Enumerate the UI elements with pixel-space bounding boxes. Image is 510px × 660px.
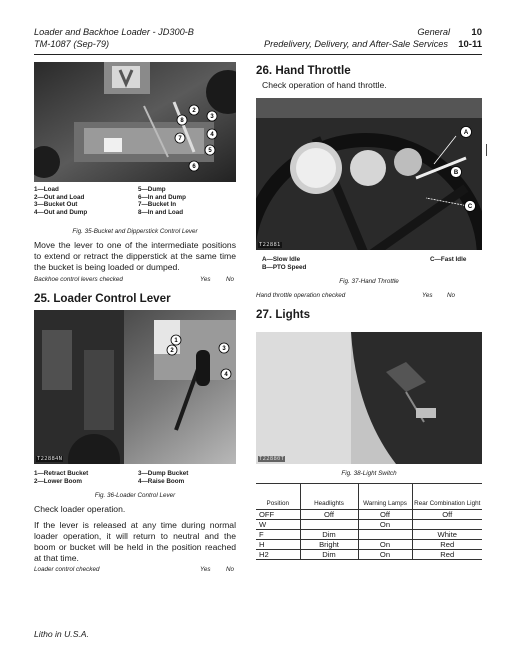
fig35-photo bbox=[34, 62, 236, 182]
svg-text:B: B bbox=[453, 170, 459, 177]
fig36-callout-1 bbox=[171, 335, 181, 345]
fig36-caption: Fig. 36-Loader Control Lever bbox=[94, 492, 176, 499]
fig36-legend-item: 3—Dump Bucket bbox=[138, 470, 189, 477]
table-cell: F bbox=[256, 530, 300, 540]
fig38-caption: Fig. 38-Light Switch bbox=[341, 470, 397, 477]
fig37-callout-a bbox=[461, 127, 472, 138]
fig38-photo bbox=[256, 332, 482, 464]
fig35-legend-item: 3—Bucket Out bbox=[34, 201, 78, 209]
fig35-callout-3 bbox=[207, 111, 217, 121]
svg-text:1: 1 bbox=[174, 338, 178, 345]
header-section-number: 10 bbox=[471, 27, 482, 38]
section25-title: 25. Loader Control Lever bbox=[34, 292, 171, 305]
fig35-legend-item: 4—Out and Dump bbox=[34, 208, 88, 216]
table-cell: White bbox=[412, 530, 482, 540]
svg-text:5: 5 bbox=[208, 148, 212, 155]
svg-text:7: 7 bbox=[178, 136, 182, 143]
fig36-legend-col1 bbox=[34, 470, 134, 485]
fig38-serial: T22880T bbox=[259, 456, 285, 462]
table-cell: On bbox=[358, 550, 412, 560]
table-cell: W bbox=[256, 520, 300, 530]
table-row bbox=[256, 550, 482, 560]
fig37-photo bbox=[256, 98, 482, 250]
backhoe-check-no[interactable]: No bbox=[226, 276, 235, 283]
fig37-legend-a: A—Slow Idle bbox=[262, 256, 301, 263]
fig35-caption: Fig. 35-Bucket and Dipperstick Control Lever bbox=[72, 228, 198, 235]
fig35-legend-item: 6—In and Dump bbox=[138, 193, 186, 201]
fig35-callout-4 bbox=[207, 129, 217, 139]
dipperstick-paragraph: Move the lever to one of the intermediate positions to extend or retract the dipperstick at the same time the bucket is being loaded or dumped. bbox=[34, 240, 236, 272]
table-cell: On bbox=[358, 540, 412, 550]
svg-text:2: 2 bbox=[192, 108, 196, 115]
fig35-callout-7 bbox=[175, 133, 185, 143]
fig36-callout-4 bbox=[221, 369, 231, 379]
loader-check-intro: Check loader operation. bbox=[34, 504, 126, 514]
table-cell bbox=[358, 530, 412, 540]
header-rule bbox=[34, 54, 482, 55]
throttle-check-yes[interactable]: Yes bbox=[422, 292, 433, 299]
table-cell: Red bbox=[412, 540, 482, 550]
loader-check-label: Loader control checked bbox=[34, 566, 100, 573]
table-cell: OFF bbox=[256, 510, 300, 520]
light-switch-table bbox=[256, 483, 482, 560]
table-cell: Off bbox=[358, 510, 412, 520]
header-manual-title: Loader and Backhoe Loader - JD300-B bbox=[34, 27, 194, 37]
loader-check-yes[interactable]: Yes bbox=[200, 566, 211, 573]
fig37-legend-b: B—PTO Speed bbox=[262, 264, 307, 271]
svg-text:2: 2 bbox=[170, 348, 174, 355]
fig35-legend-item: 1—Load bbox=[34, 186, 59, 193]
fig36-serial: T22884N bbox=[37, 456, 63, 462]
backhoe-check-yes[interactable]: Yes bbox=[200, 276, 211, 283]
table-cell: Red bbox=[412, 550, 482, 560]
table-cell: Bright bbox=[300, 540, 358, 550]
loader-check-no[interactable]: No bbox=[226, 566, 235, 573]
svg-text:6: 6 bbox=[192, 164, 196, 171]
svg-text:4: 4 bbox=[224, 372, 228, 379]
fig36-legend-item: 4—Raise Boom bbox=[138, 477, 185, 485]
fig35-legend-item: 7—Bucket In bbox=[138, 201, 177, 209]
svg-text:C: C bbox=[467, 204, 473, 211]
footer-litho: Litho in U.S.A. bbox=[34, 629, 89, 639]
table-header-row bbox=[256, 484, 482, 510]
table-cell: On bbox=[358, 520, 412, 530]
table-cell: Off bbox=[412, 510, 482, 520]
table-cell: Dim bbox=[300, 530, 358, 540]
fig37-callout-b bbox=[451, 167, 462, 178]
table-cell: Off bbox=[300, 510, 358, 520]
table-cell: H2 bbox=[256, 550, 300, 560]
throttle-check-no[interactable]: No bbox=[447, 292, 456, 299]
svg-text:3: 3 bbox=[210, 114, 214, 121]
section26-title: 26. Hand Throttle bbox=[256, 64, 351, 77]
table-cell: H bbox=[256, 540, 300, 550]
fig35-callout-2 bbox=[189, 105, 199, 115]
table-header-headlights: Headlights bbox=[300, 484, 358, 510]
table-row bbox=[256, 540, 482, 550]
table-header-rear-light: Rear Combination Light bbox=[412, 484, 482, 510]
section26-intro: Check operation of hand throttle. bbox=[262, 80, 387, 90]
svg-text:8: 8 bbox=[180, 118, 184, 125]
fig36-callout-3 bbox=[219, 343, 229, 353]
fig37-callout-c bbox=[465, 201, 476, 212]
fig35-legend-item: 8—In and Load bbox=[138, 208, 184, 216]
throttle-check-label: Hand throttle operation checked bbox=[256, 292, 346, 299]
fig36-legend-item: 1—Retract Bucket bbox=[34, 470, 89, 477]
fig35-legend-item: 5—Dump bbox=[138, 186, 166, 193]
header-group-name: Predelivery, Delivery, and After-Sale Services bbox=[264, 39, 448, 49]
header-page-number: 10-11 bbox=[458, 39, 482, 50]
fig35-legend-col2 bbox=[138, 186, 238, 216]
fig37-legend-c: C—Fast Idle bbox=[430, 256, 467, 263]
table-row bbox=[256, 530, 482, 540]
svg-text:A: A bbox=[463, 130, 469, 137]
table-row bbox=[256, 520, 482, 530]
table-cell bbox=[412, 520, 482, 530]
fig36-photo bbox=[34, 310, 236, 464]
fig36-legend-item: 2—Lower Boom bbox=[34, 477, 82, 485]
fig37-caption: Fig. 37-Hand Throttle bbox=[339, 278, 399, 285]
table-header-warning-lamps: Warning Lamps bbox=[358, 484, 412, 510]
margin-change-bar bbox=[486, 144, 487, 156]
backhoe-check-label: Backhoe control levers checked bbox=[34, 276, 123, 283]
svg-text:3: 3 bbox=[222, 346, 226, 353]
fig35-callout-8 bbox=[177, 115, 187, 125]
table-header-position: Position bbox=[256, 484, 300, 510]
fig36-callout-2 bbox=[167, 345, 177, 355]
header-section-name: General bbox=[417, 27, 450, 37]
fig35-callout-6 bbox=[189, 161, 199, 171]
table-cell bbox=[300, 520, 358, 530]
fig37-serial: T22881 bbox=[259, 242, 281, 248]
header-tm-number: TM-1087 (Sep-79) bbox=[34, 39, 110, 49]
fig35-callout-5 bbox=[205, 145, 215, 155]
svg-text:4: 4 bbox=[210, 132, 214, 139]
table-row bbox=[256, 510, 482, 520]
fig36-legend-col2 bbox=[138, 470, 238, 485]
section27-title: 27. Lights bbox=[256, 308, 311, 321]
fig35-legend-item: 2—Out and Load bbox=[34, 193, 85, 201]
table-cell: Dim bbox=[300, 550, 358, 560]
loader-paragraph: If the lever is released at any time during normal loader operation, it will return to neutral and the boom or bucket will be held in the position reached at that time. bbox=[34, 520, 236, 563]
fig35-legend-col1 bbox=[34, 186, 134, 216]
